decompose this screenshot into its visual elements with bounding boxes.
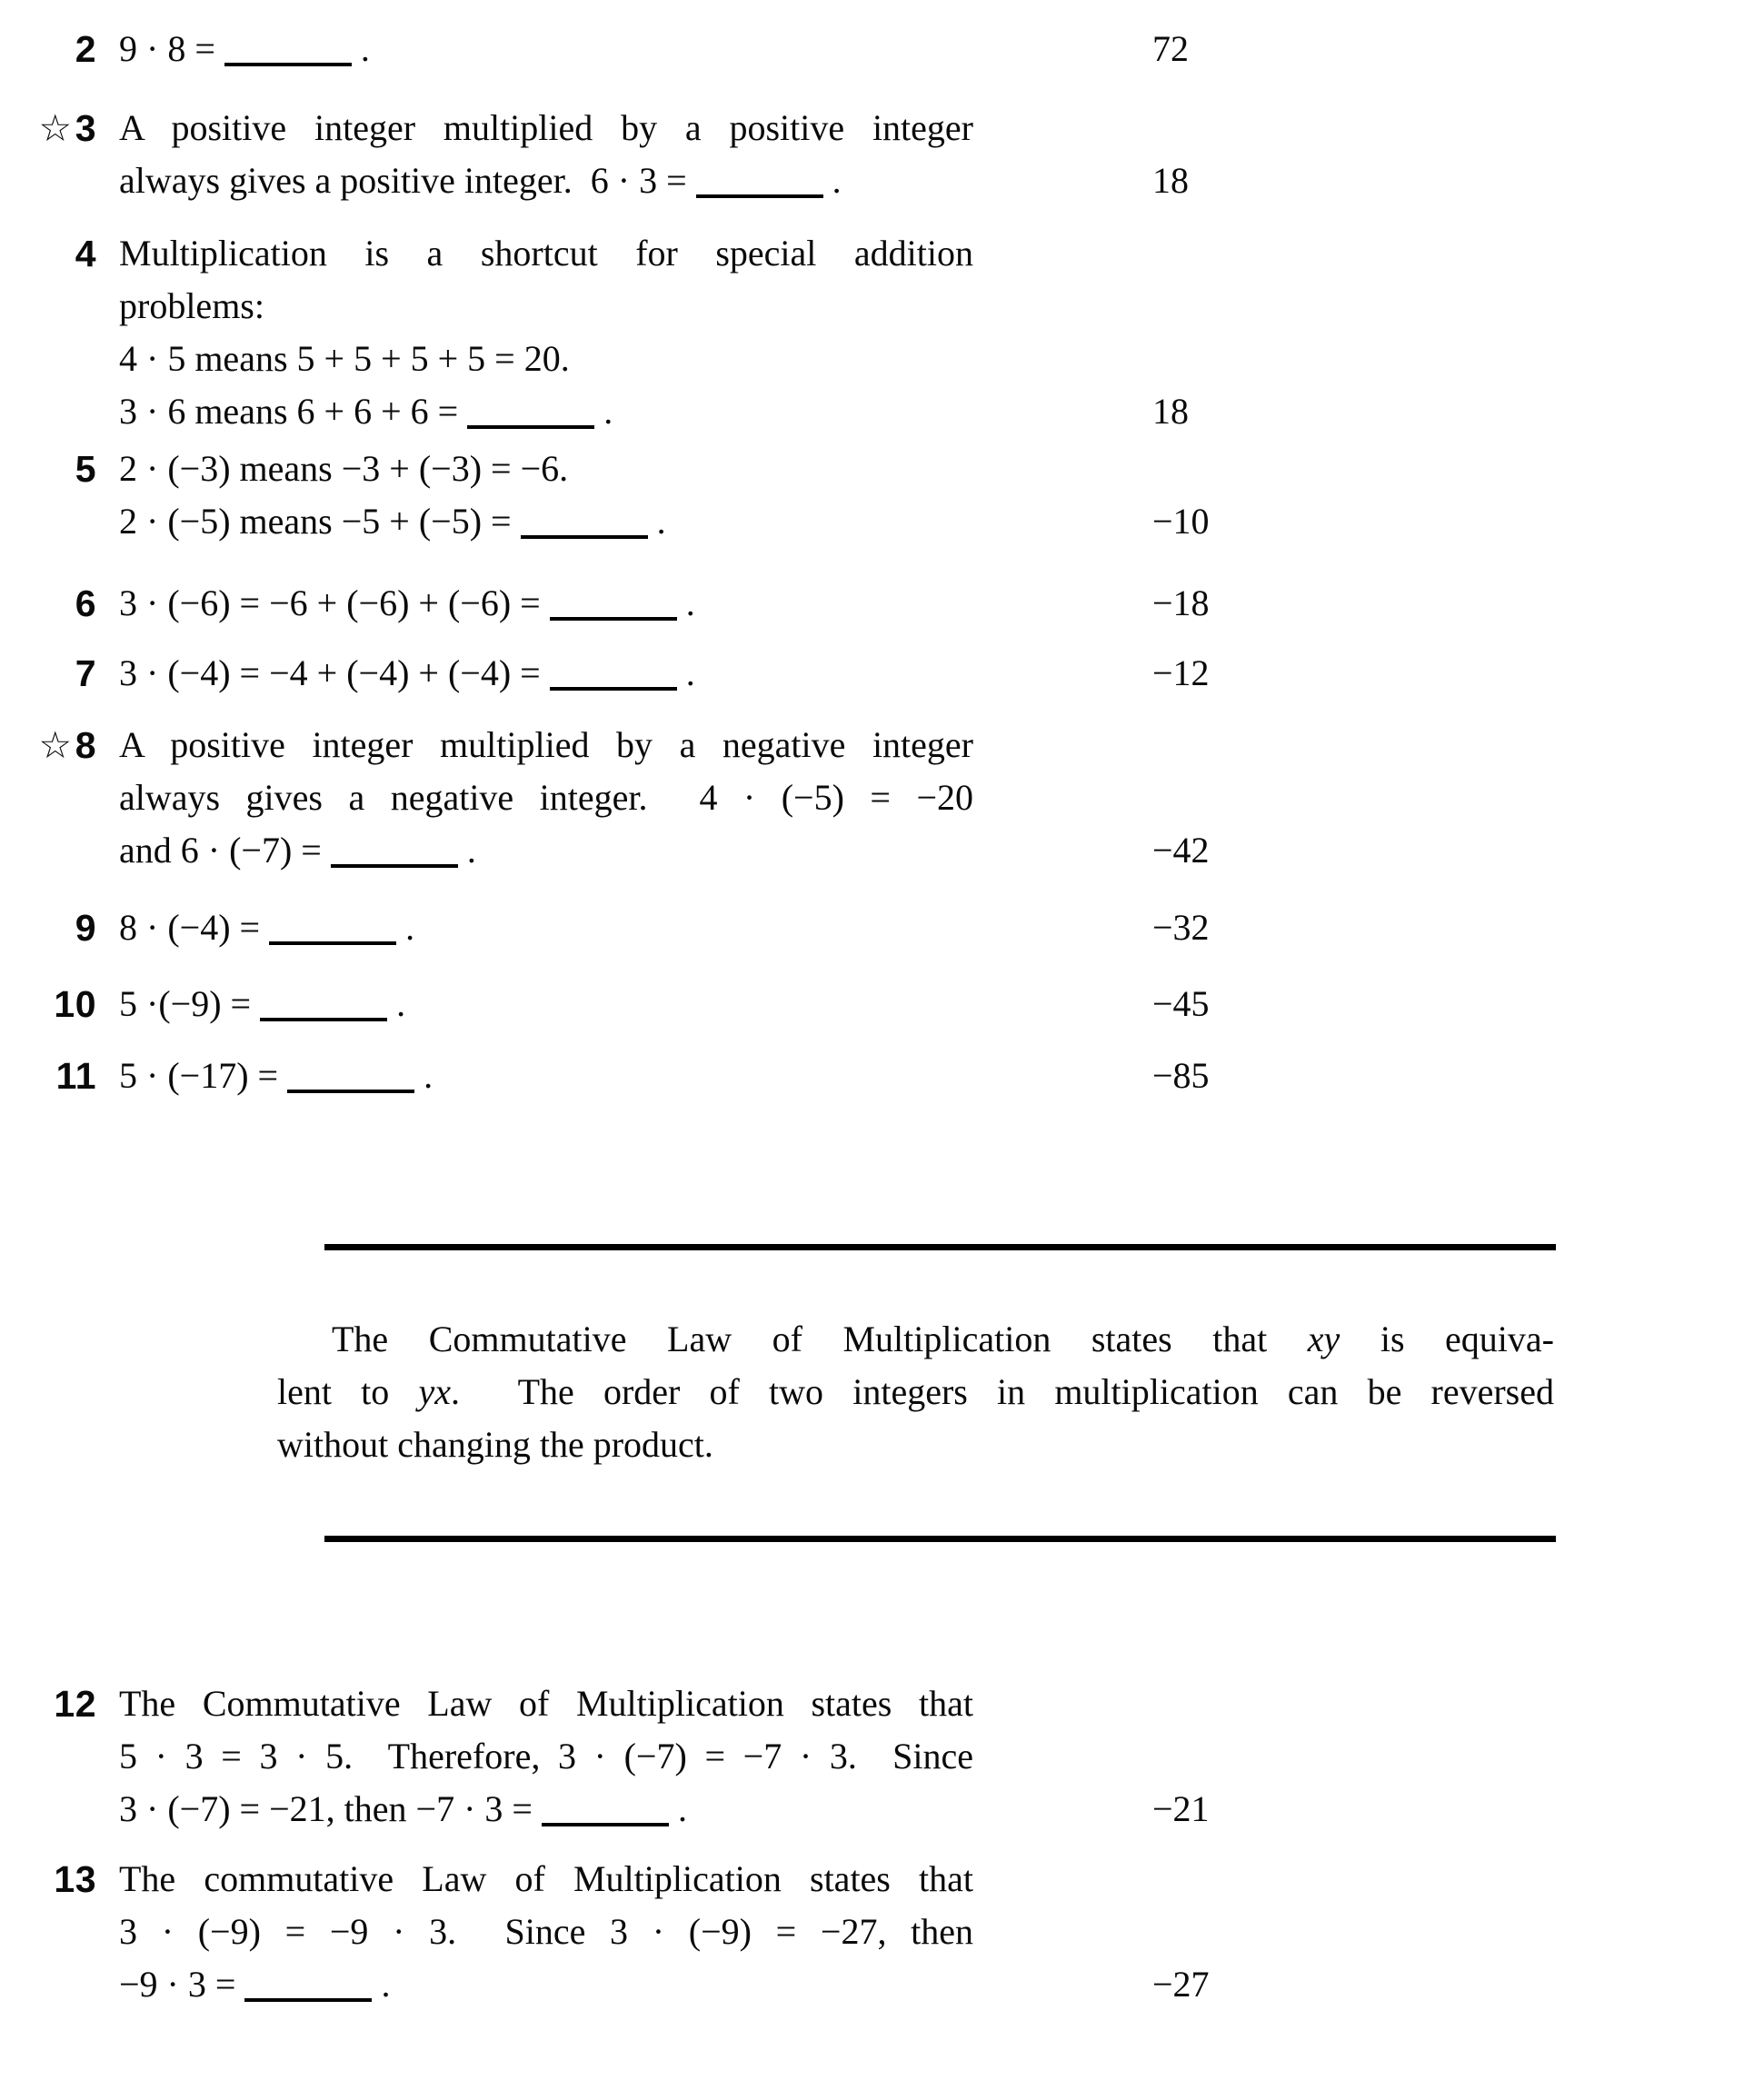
item-number-text: 10 [54, 983, 96, 1025]
item-text-block [119, 1677, 973, 1836]
text-segment: . [676, 582, 695, 623]
text-line [119, 333, 973, 385]
answer-value: 18 [1152, 391, 1189, 432]
text-segment: 2 · (−3) means −3 + (−3) = −6. [119, 448, 569, 489]
divider-rule-bottom [324, 1536, 1556, 1542]
text-line [119, 102, 973, 154]
text-segment: The commutative Law of Multiplication states that [119, 1858, 973, 1899]
answer-value: −12 [1152, 652, 1210, 693]
item-number [0, 719, 96, 771]
text-segment: . [372, 1964, 391, 2005]
answer-value: −85 [1152, 1055, 1210, 1096]
text-segment: always gives a positive integer. 6 · 3 = [119, 160, 696, 201]
item-text-block [119, 978, 973, 1030]
answer-value: −18 [1152, 582, 1210, 623]
text-segment: 5 · (−17) = [119, 1055, 288, 1096]
text-line [119, 280, 973, 333]
star-icon: ☆ [38, 107, 73, 149]
text-line [119, 647, 973, 700]
text-segment: without changing the product. [277, 1424, 713, 1465]
item-number [0, 901, 96, 954]
text-line [119, 1958, 973, 2011]
item-text-block [119, 1050, 973, 1102]
text-segment: . [351, 28, 370, 69]
text-segment: The Commutative Law of Multiplication states that [332, 1319, 1308, 1359]
text-segment: 3 · (−4) = −4 + (−4) + (−4) = [119, 652, 550, 693]
text-line [119, 719, 973, 771]
answer-blank [269, 914, 396, 945]
text-line [119, 1677, 973, 1730]
item-number-text: 4 [75, 233, 96, 274]
answer-blank [521, 508, 648, 539]
text-segment: −9 · 3 = [119, 1964, 245, 2005]
text-segment: lent to [277, 1371, 419, 1412]
answer-value: −45 [1152, 983, 1210, 1024]
text-line [277, 1418, 1554, 1471]
answer-blank [467, 398, 594, 429]
text-line [119, 495, 973, 548]
text-segment: . [668, 1788, 687, 1829]
text-line [119, 1783, 973, 1836]
text-segment: . The order of two integers in multiplication can be reversed [450, 1371, 1554, 1412]
text-segment: 9 · 8 = [119, 28, 224, 69]
text-segment: A positive integer multiplied by a positive integer [119, 107, 973, 148]
text-line [119, 901, 973, 954]
text-segment: is equiva- [1340, 1319, 1554, 1359]
text-segment: . [457, 830, 476, 871]
item-number-text: 6 [75, 582, 96, 624]
text-line [119, 227, 973, 280]
text-line [119, 443, 973, 495]
answer-blank [287, 1062, 414, 1093]
item-text-block [119, 1853, 973, 2011]
item-text-block [119, 443, 973, 548]
answer-blank [696, 167, 823, 198]
text-line [119, 154, 973, 207]
item-number-text: 11 [55, 1055, 96, 1097]
item-text-block [119, 23, 973, 75]
answer-blank [244, 1971, 372, 2002]
item-text-block [119, 227, 973, 438]
answer-value: 72 [1152, 28, 1189, 69]
text-segment: 4 · 5 means 5 + 5 + 5 + 5 = 20. [119, 338, 570, 379]
item-number-text: 3 [75, 107, 96, 149]
item-number-text: 7 [75, 652, 96, 694]
text-segment: 3 · (−6) = −6 + (−6) + (−6) = [119, 582, 550, 623]
item-number [0, 1050, 96, 1102]
text-segment: . [414, 1055, 434, 1096]
answer-value: 18 [1152, 160, 1189, 201]
text-segment: . [647, 501, 666, 542]
text-line [119, 978, 973, 1030]
text-segment: yx [418, 1371, 451, 1412]
text-segment: Multiplication is a shortcut for special addition [119, 233, 973, 274]
item-number [0, 1853, 96, 1906]
text-segment: . [387, 983, 406, 1024]
commutative-law-paragraph [277, 1313, 1554, 1471]
text-segment: The Commutative Law of Multiplication states that [119, 1683, 973, 1724]
text-segment: and 6 · (−7) = [119, 830, 331, 871]
text-segment: . [676, 652, 695, 693]
text-line [277, 1313, 1554, 1366]
answer-blank [550, 660, 677, 691]
item-number-text: 9 [75, 907, 96, 949]
star-icon: ☆ [38, 724, 73, 766]
text-segment: . [396, 907, 415, 948]
item-text-block [119, 901, 973, 954]
answer-blank [260, 990, 387, 1021]
text-segment: xy [1307, 1319, 1340, 1359]
item-text-block [119, 577, 973, 630]
item-number [0, 978, 96, 1030]
text-segment: 5 ·(−9) = [119, 983, 261, 1024]
item-number-text: 5 [75, 448, 96, 490]
text-line [119, 1730, 973, 1783]
answer-value: −21 [1152, 1788, 1210, 1829]
item-text-block [119, 647, 973, 700]
text-line [119, 1906, 973, 1958]
text-segment: 2 · (−5) means −5 + (−5) = [119, 501, 521, 542]
text-segment: 5 · 3 = 3 · 5. Therefore, 3 · (−7) = −7 · 3. Since [119, 1736, 973, 1777]
text-segment: 3 · (−9) = −9 · 3. Since 3 · (−9) = −27, then [119, 1911, 973, 1952]
item-number [0, 577, 96, 630]
answer-blank [331, 837, 458, 868]
answer-value: −10 [1152, 501, 1210, 542]
text-line [119, 577, 973, 630]
text-segment: . [594, 391, 613, 432]
answer-blank [550, 590, 677, 621]
item-number [0, 647, 96, 700]
text-line [119, 385, 973, 438]
text-segment: always gives a negative integer. 4 · (−5) = −20 [119, 777, 973, 818]
item-number-text: 13 [54, 1858, 96, 1900]
text-line [119, 1050, 973, 1102]
item-number [0, 443, 96, 495]
answer-value: −27 [1152, 1964, 1210, 2005]
answer-value: −32 [1152, 907, 1210, 948]
answer-value: −42 [1152, 830, 1210, 871]
item-number-text: 2 [75, 28, 96, 70]
item-number [0, 227, 96, 280]
item-number-text: 12 [54, 1683, 96, 1725]
item-text-block [119, 719, 973, 877]
text-segment: problems: [119, 285, 264, 326]
text-line [119, 824, 973, 877]
item-text-block [119, 102, 973, 207]
item-number [0, 102, 96, 154]
item-number [0, 23, 96, 75]
text-segment: 8 · (−4) = [119, 907, 270, 948]
text-line [119, 1853, 973, 1906]
answer-blank [542, 1796, 669, 1826]
text-segment: . [822, 160, 842, 201]
divider-rule-top [324, 1244, 1556, 1250]
item-number [0, 1677, 96, 1730]
item-number-text: 8 [75, 724, 96, 766]
text-segment: 3 · (−7) = −21, then −7 · 3 = [119, 1788, 542, 1829]
answer-blank [224, 35, 352, 66]
text-segment: A positive integer multiplied by a negative integer [119, 724, 973, 765]
text-line [277, 1366, 1554, 1418]
text-segment: 3 · 6 means 6 + 6 + 6 = [119, 391, 468, 432]
text-line [119, 771, 973, 824]
text-line [119, 23, 973, 75]
